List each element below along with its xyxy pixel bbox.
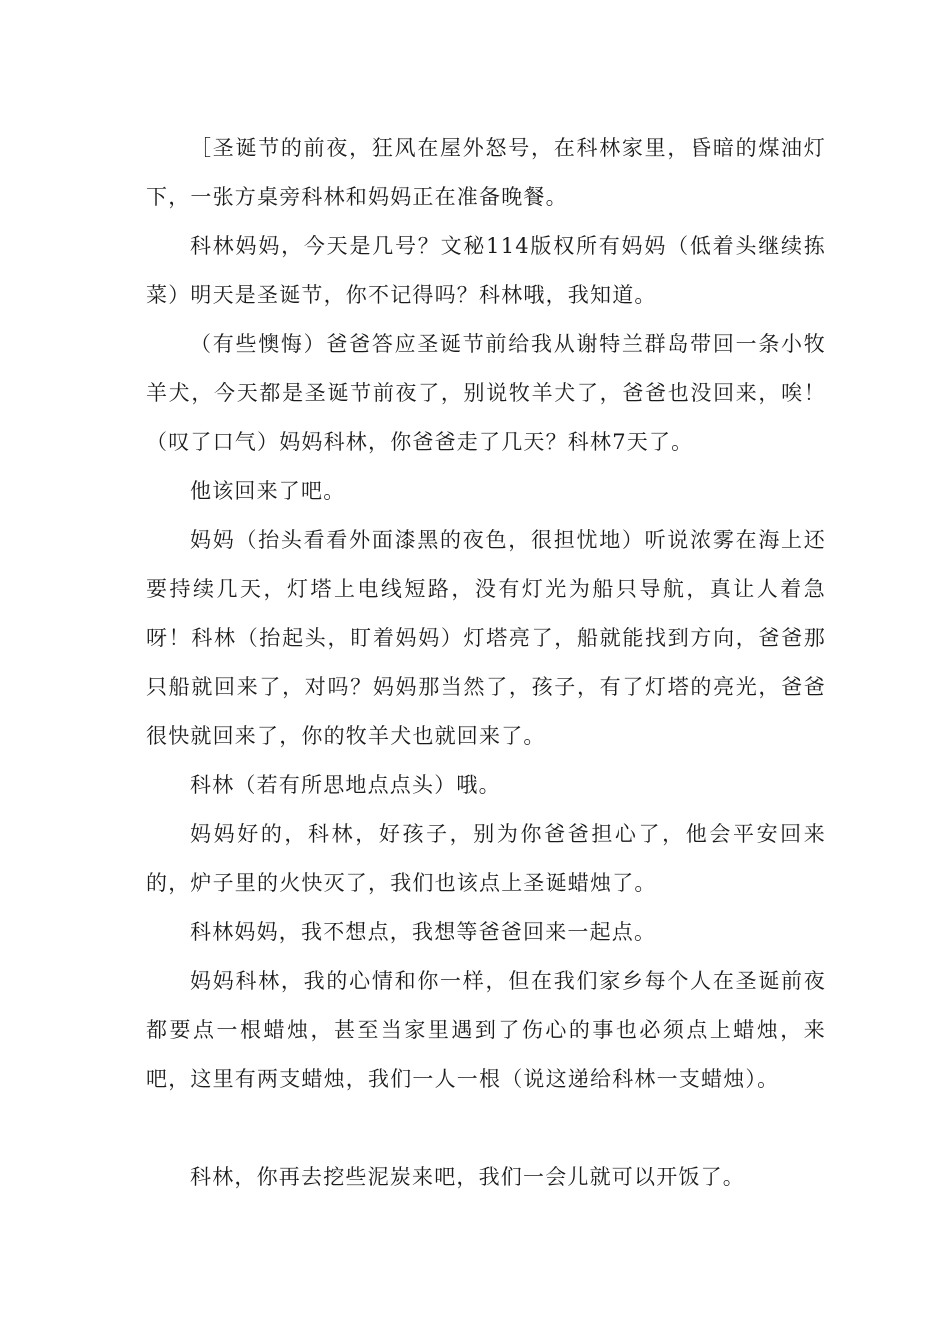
document-body	[146, 124, 826, 1202]
paragraph-date-dialogue: 科林妈妈，今天是几号？文秘114版权所有妈妈（低着头继续拣菜）明天是圣诞节，你不记得吗？科林哦，我知道。	[146, 234, 826, 307]
paragraph-candles: 妈妈科林，我的心情和你一样，但在我们家乡每个人在圣诞前夜都要点一根蜡烛，甚至当家里遇到了伤心的事也必须点上蜡烛，来吧，这里有两支蜡烛，我们一人一根（说这递给科林一支蜡烛）。	[146, 969, 826, 1091]
paragraph-gap	[146, 1104, 826, 1153]
paragraph-wait-for-dad: 科林妈妈，我不想点，我想等爸爸回来一起点。	[190, 920, 657, 944]
paragraph-nod: 科林（若有所思地点点头）哦。	[190, 773, 501, 797]
paragraph-dig-peat: 科林，你再去挖些泥炭来吧，我们一会儿就可以开饭了。	[190, 1165, 745, 1189]
paragraph-sheepdog-regret: （有些懊悔）爸爸答应圣诞节前给我从谢特兰群岛带回一条小牧羊犬，今天都是圣诞节前夜了，别说牧羊犬了，爸爸也没回来，唉！（叹了口气）妈妈科林，你爸爸走了几天？科林7天了。	[146, 332, 826, 454]
paragraph-scene-intro: ［圣诞节的前夜，狂风在屋外怒号，在科林家里，昏暗的煤油灯下，一张方桌旁科林和妈妈正在准备晚餐。	[146, 136, 826, 209]
paragraph-dont-worry: 妈妈好的，科林，好孩子，别为你爸爸担心了，他会平安回来的，炉子里的火快灭了，我们也该点上圣诞蜡烛了。	[146, 822, 826, 895]
paragraph-lighthouse: 妈妈（抬头看看外面漆黑的夜色，很担忧地）听说浓雾在海上还要持续几天，灯塔上电线短路，没有灯光为船只导航，真让人着急呀！科林（抬起头，盯着妈妈）灯塔亮了，船就能找到方向，爸爸那只船就回来了，对吗？妈妈那当然了，孩子，有了灯塔的亮光，爸爸很快就回来了，你的牧羊犬也就回来了。	[146, 528, 826, 748]
paragraph-should-return: 他该回来了吧。	[190, 479, 346, 503]
